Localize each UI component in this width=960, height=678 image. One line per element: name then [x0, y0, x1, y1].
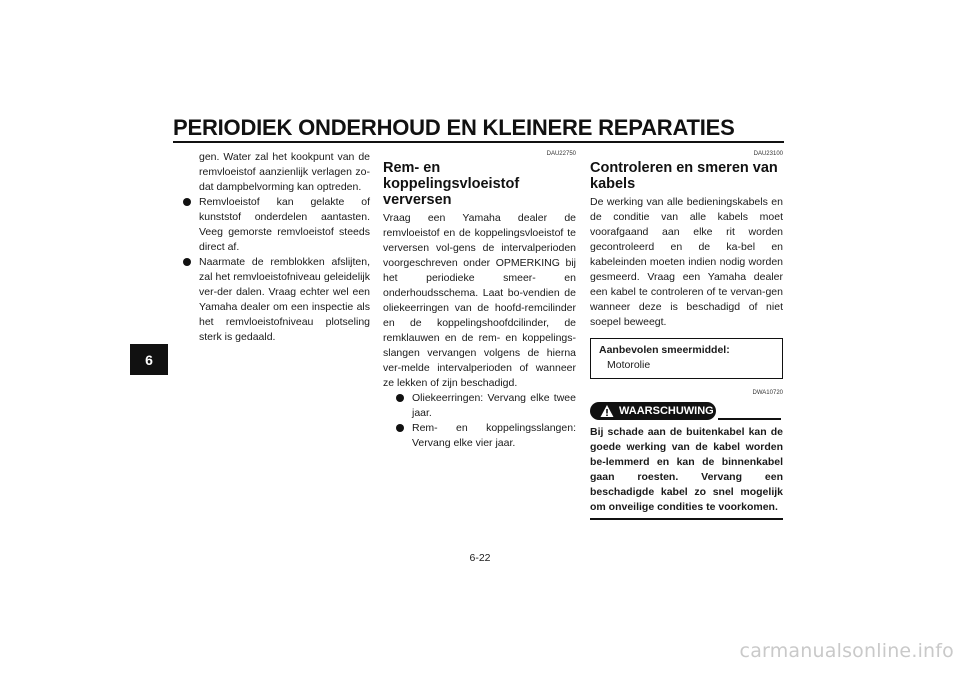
warning-badge: [590, 402, 716, 420]
continued-paragraph: gen. Water zal het kookpunt van de remvloeistof aanzienlijk verlagen zo-dat dampbelvorming kan optreden.: [199, 151, 370, 193]
lubricant-box-title: Aanbevolen smeermiddel:: [599, 344, 730, 356]
bullet-text: Remvloeistof kan gelakte of kunststof onderdelen aantasten. Veeg gemorste remvloeistof steeds direct af.: [199, 196, 370, 253]
section-code: DAU22750: [546, 151, 576, 157]
warning-triangle-icon: [600, 404, 614, 418]
bullet-dot-icon: [183, 198, 191, 206]
warning-code: DWA10720: [752, 390, 783, 396]
section-paragraph: Vraag een Yamaha dealer de remvloeistof en de koppelingsvloeistof te verversen vol-gens de intervalperioden voorgeschreven onder OPMERKING bij het periodieke smeer- en onderhoudsschema. Laat bo-vendien de oliekeerringen van de hoofd-remcilinder en de koppelingshoofdcilinder, de remklauwen en de rem- en koppelings-slangen vervangen volgens de hierna ver-melde intervalperioden of wanneer ze lekken of zijn beschadigd.: [383, 212, 576, 389]
section-heading: Rem- en koppelingsvloeistof verversen: [383, 160, 520, 208]
page-header-title: PERIODIEK ONDERHOUD EN KLEINERE REPARATIES: [173, 115, 735, 140]
lubricant-box: [590, 338, 783, 379]
lubricant-box-value: Motorolie: [607, 359, 651, 371]
warning-label: WAARSCHUWING: [619, 404, 714, 417]
warning-rule: [718, 418, 781, 420]
section-code: DAU23100: [753, 151, 783, 157]
warning-header: [590, 401, 783, 421]
bullet-item: [393, 391, 576, 421]
bullet-text: Rem- en koppelingsslangen: Vervang elke vier jaar.: [412, 422, 576, 449]
page-number: 6-22: [469, 552, 491, 564]
bullet-item: [180, 255, 370, 345]
bullet-text: Naarmate de remblokken afslijten, zal het remvloeistofniveau geleidelijk ver-der dalen. Vraag echter wel een Yamaha dealer om een inspectie als het remvloeistofniveau plotseling sterk is gedaald.: [199, 256, 370, 343]
column-right: [590, 150, 783, 520]
header-rule: [173, 141, 784, 143]
column-left: [180, 150, 370, 345]
bullet-dot-icon: [396, 394, 404, 402]
section-heading: Controleren en smeren van kabels: [590, 160, 778, 192]
bullet-dot-icon: [396, 424, 404, 432]
column-middle: [383, 150, 576, 451]
warning-text: Bij schade aan de buitenkabel kan de goede werking van de kabel worden be-lemmerd en kan de binnenkabel gaan roesten. Vervang een beschadigde kabel zo snel mogelijk om onveilige condities te voorkomen.: [590, 426, 783, 513]
chapter-tab: 6: [130, 344, 168, 375]
bullet-item: [393, 421, 576, 451]
bullet-text: Oliekeerringen: Vervang elke twee jaar.: [412, 392, 576, 419]
warning-end-rule: [590, 518, 783, 520]
bullet-item: [180, 195, 370, 255]
bullet-dot-icon: [183, 258, 191, 266]
watermark: carmanualsonline.info: [739, 640, 954, 662]
section-paragraph: De werking van alle bedieningskabels en de conditie van alle kabels moet voorafgaand aan elke rit worden gecontroleerd en de ka-bel en kabeleinden moeten indien nodig worden gesmeerd. Vraag een Yamaha dealer een kabel te controleren of te vervan-gen wanneer deze is beschadigd of niet soepel beweegt.: [590, 196, 783, 328]
